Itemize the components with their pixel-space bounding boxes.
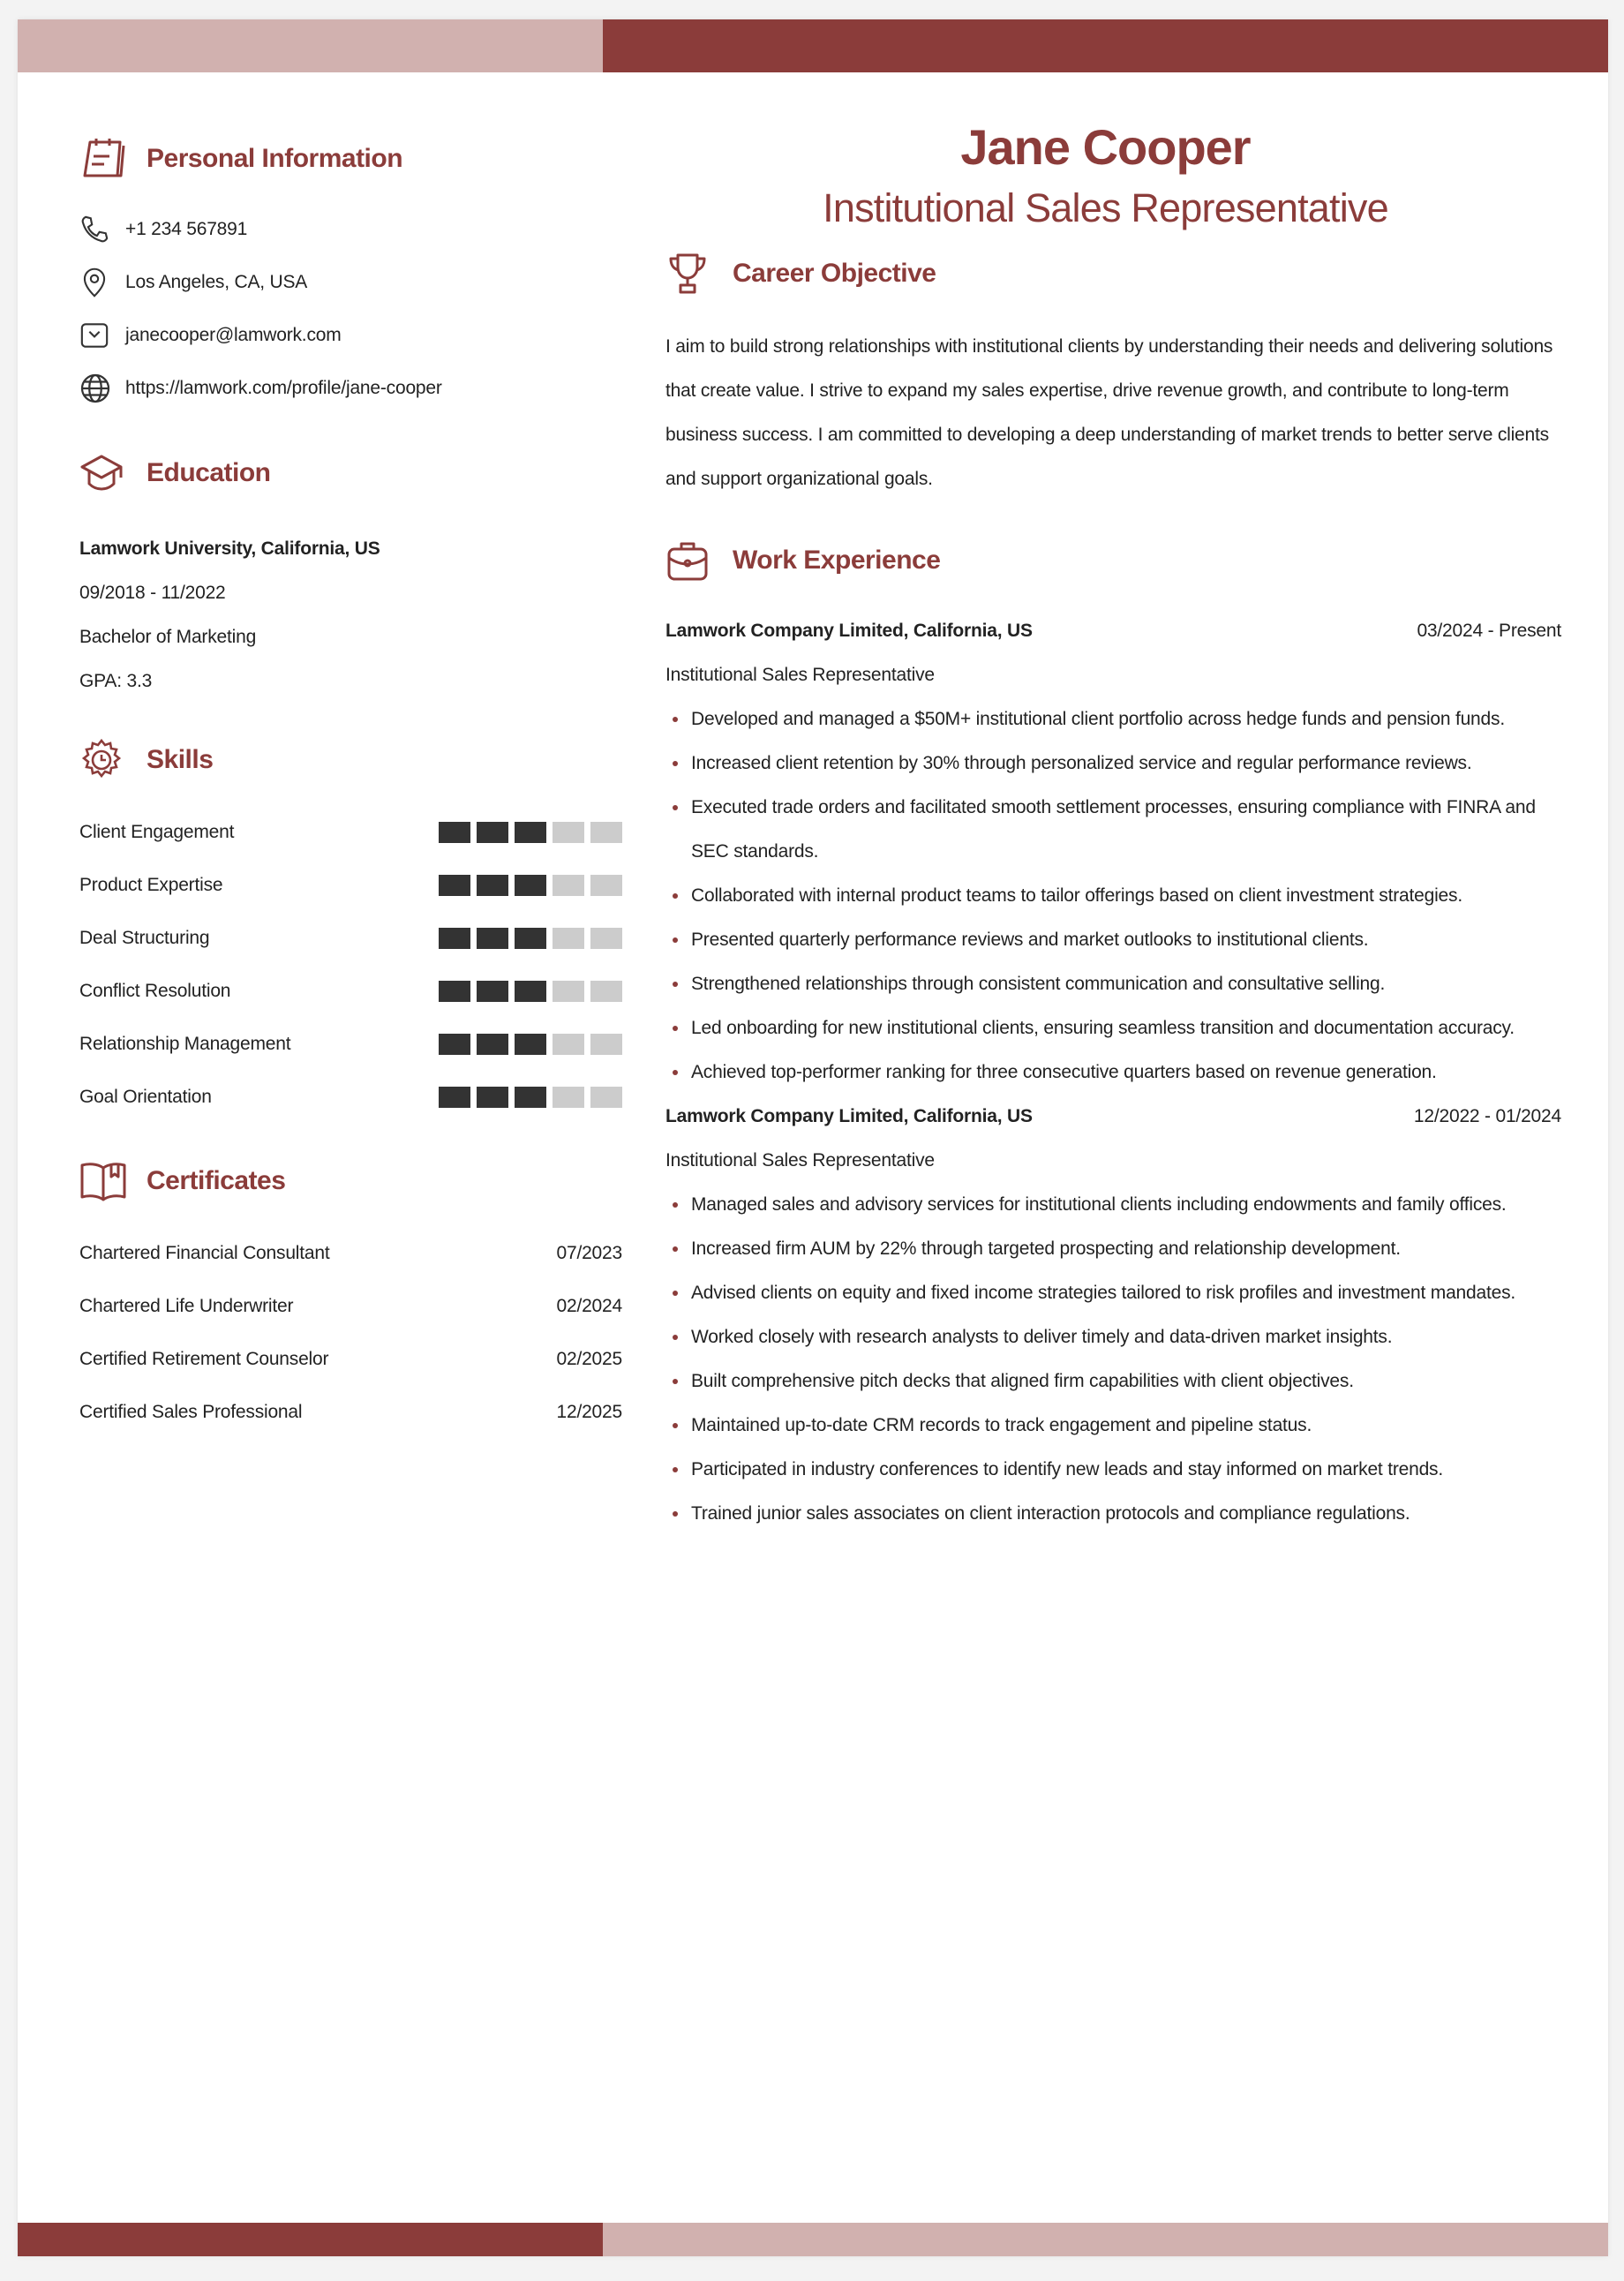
career-objective-section bbox=[665, 249, 1561, 501]
bottom-band-light bbox=[603, 2223, 1608, 2256]
skill-level-filled bbox=[477, 822, 508, 843]
job-bullet: Trained junior sales associates on client interaction protocols and compliance regulations. bbox=[665, 1492, 1561, 1536]
job-bullet: Strengthened relationships through consistent communication and consultative selling. bbox=[665, 962, 1561, 1006]
skill-level-filled bbox=[477, 928, 508, 949]
job-bullets bbox=[665, 1183, 1561, 1536]
job-bullet: Collaborated with internal product teams to tailor offerings based on client investment strategies. bbox=[665, 874, 1561, 918]
skill-row bbox=[79, 806, 622, 859]
section-header bbox=[79, 134, 622, 184]
certificate-date: 07/2023 bbox=[556, 1243, 622, 1263]
skill-level-meter bbox=[439, 822, 622, 843]
skill-level-empty bbox=[590, 981, 622, 1002]
section-title: Certificates bbox=[147, 1166, 286, 1195]
section-title: Career Objective bbox=[733, 259, 936, 288]
skill-level-meter bbox=[439, 1034, 622, 1055]
phone-value: +1 234 567891 bbox=[125, 219, 248, 239]
email-row bbox=[79, 309, 622, 362]
skill-level-empty bbox=[590, 928, 622, 949]
job-bullet: Built comprehensive pitch decks that aligned firm capabilities with client objectives. bbox=[665, 1359, 1561, 1404]
personal-information-section bbox=[79, 134, 622, 415]
skill-name: Relationship Management bbox=[79, 1034, 291, 1054]
gpa: GPA: 3.3 bbox=[79, 671, 153, 691]
candidate-title: Institutional Sales Representative bbox=[823, 185, 1388, 230]
school-name: Lamwork University, California, US bbox=[79, 538, 380, 559]
location-row bbox=[79, 256, 622, 309]
email-value[interactable]: janecooper@lamwork.com bbox=[125, 325, 342, 345]
job-bullet: Maintained up-to-date CRM records to track engagement and pipeline status. bbox=[665, 1404, 1561, 1448]
certificate-name: Certified Sales Professional bbox=[79, 1402, 303, 1422]
job-bullet: Managed sales and advisory services for institutional clients including endowments and family offices. bbox=[665, 1183, 1561, 1227]
section-header bbox=[665, 536, 1561, 585]
skill-level-empty bbox=[553, 1087, 584, 1108]
mail-icon bbox=[79, 321, 125, 350]
section-header bbox=[79, 735, 622, 785]
certificate-name: Certified Retirement Counselor bbox=[79, 1349, 329, 1369]
section-title: Education bbox=[147, 458, 271, 487]
education-dates: 09/2018 - 11/2022 bbox=[79, 583, 226, 603]
job-company: Lamwork Company Limited, California, US bbox=[665, 621, 1033, 641]
website-row bbox=[79, 362, 622, 415]
skill-level-empty bbox=[553, 875, 584, 896]
skill-level-filled bbox=[439, 822, 470, 843]
job-entry bbox=[665, 1095, 1561, 1536]
certificate-row bbox=[79, 1333, 622, 1386]
skill-level-filled bbox=[515, 928, 546, 949]
calendar-icon bbox=[79, 134, 129, 184]
job-bullets bbox=[665, 697, 1561, 1095]
open-book-icon bbox=[79, 1156, 129, 1206]
phone-icon bbox=[79, 215, 125, 245]
certificates-section bbox=[79, 1156, 622, 1439]
skill-level-filled bbox=[439, 1034, 470, 1055]
job-bullet: Executed trade orders and facilitated smooth settlement processes, ensuring compliance with FINRA and SEC standards. bbox=[665, 786, 1561, 874]
skill-name: Client Engagement bbox=[79, 822, 235, 842]
job-role: Institutional Sales Representative bbox=[665, 1150, 935, 1171]
skill-level-empty bbox=[553, 928, 584, 949]
job-bullet: Developed and managed a $50M+ institutional client portfolio across hedge funds and pension funds. bbox=[665, 697, 1561, 742]
skill-name: Conflict Resolution bbox=[79, 981, 231, 1001]
certificate-row bbox=[79, 1386, 622, 1439]
section-header bbox=[665, 249, 1561, 298]
section-title: Personal Information bbox=[147, 144, 403, 173]
skill-level-filled bbox=[515, 875, 546, 896]
skills-section bbox=[79, 735, 622, 1124]
briefcase-icon bbox=[665, 536, 715, 585]
job-bullet: Advised clients on equity and fixed income strategies tailored to risk profiles and investment mandates. bbox=[665, 1271, 1561, 1315]
job-company: Lamwork Company Limited, California, US bbox=[665, 1106, 1033, 1126]
skill-level-filled bbox=[477, 1034, 508, 1055]
skill-level-filled bbox=[439, 875, 470, 896]
certificate-name: Chartered Financial Consultant bbox=[79, 1243, 330, 1263]
skill-level-empty bbox=[590, 822, 622, 843]
skill-level-filled bbox=[515, 1034, 546, 1055]
job-role: Institutional Sales Representative bbox=[665, 665, 935, 685]
skill-level-filled bbox=[439, 981, 470, 1002]
certificate-date: 12/2025 bbox=[556, 1402, 622, 1422]
bottom-band-dark bbox=[18, 2223, 603, 2256]
skill-level-empty bbox=[590, 875, 622, 896]
certificate-date: 02/2024 bbox=[556, 1296, 622, 1316]
objective-text: I aim to build strong relationships with institutional clients by understanding their needs and delivering solutions that create value. I strive to expand my sales expertise, drive revenue growth, and contribute to long-term business success. I am committed to developing a deep understanding of market trends to better serve clients and support organizational goals. bbox=[665, 336, 1553, 489]
skill-name: Product Expertise bbox=[79, 875, 223, 895]
skill-level-filled bbox=[477, 981, 508, 1002]
skill-level-empty bbox=[590, 1034, 622, 1055]
section-header bbox=[79, 448, 622, 498]
skill-name: Goal Orientation bbox=[79, 1087, 212, 1107]
work-experience-section bbox=[665, 536, 1561, 1536]
skill-level-filled bbox=[477, 875, 508, 896]
skill-row bbox=[79, 859, 622, 912]
job-bullet: Increased client retention by 30% through personalized service and regular performance reviews. bbox=[665, 742, 1561, 786]
skill-level-meter bbox=[439, 1087, 622, 1108]
location-pin-icon bbox=[79, 267, 125, 298]
gear-clock-icon bbox=[79, 735, 129, 785]
skill-row bbox=[79, 912, 622, 965]
skill-level-filled bbox=[477, 1087, 508, 1108]
website-link[interactable]: https://lamwork.com/profile/jane-cooper bbox=[125, 378, 442, 398]
degree: Bachelor of Marketing bbox=[79, 627, 257, 647]
skill-level-filled bbox=[439, 928, 470, 949]
job-bullet: Presented quarterly performance reviews and market outlooks to institutional clients. bbox=[665, 918, 1561, 962]
education-section bbox=[79, 448, 622, 704]
top-band-dark bbox=[603, 19, 1608, 72]
resume-page bbox=[18, 19, 1608, 2256]
job-dates: 03/2024 - Present bbox=[1417, 621, 1561, 641]
section-header bbox=[79, 1156, 622, 1206]
skill-level-meter bbox=[439, 928, 622, 949]
certificate-row bbox=[79, 1227, 622, 1280]
skill-name: Deal Structuring bbox=[79, 928, 210, 948]
job-entry bbox=[665, 609, 1561, 1095]
candidate-name: Jane Cooper bbox=[960, 119, 1251, 175]
job-bullet: Participated in industry conferences to identify new leads and stay informed on market trends. bbox=[665, 1448, 1561, 1492]
job-bullet: Increased firm AUM by 22% through targeted prospecting and relationship development. bbox=[665, 1227, 1561, 1271]
skill-level-filled bbox=[515, 822, 546, 843]
top-band-light bbox=[18, 19, 603, 72]
skill-level-filled bbox=[439, 1087, 470, 1108]
graduation-cap-icon bbox=[79, 448, 129, 498]
skill-level-empty bbox=[553, 981, 584, 1002]
phone-row bbox=[79, 203, 622, 256]
skill-row bbox=[79, 965, 622, 1018]
certificate-name: Chartered Life Underwriter bbox=[79, 1296, 294, 1316]
job-bullet: Worked closely with research analysts to deliver timely and data-driven market insights. bbox=[665, 1315, 1561, 1359]
skill-level-empty bbox=[553, 822, 584, 843]
skill-row bbox=[79, 1071, 622, 1124]
skill-level-empty bbox=[553, 1034, 584, 1055]
skill-level-filled bbox=[515, 981, 546, 1002]
skill-level-filled bbox=[515, 1087, 546, 1108]
skill-level-meter bbox=[439, 875, 622, 896]
skill-row bbox=[79, 1018, 622, 1071]
section-title: Skills bbox=[147, 745, 214, 774]
trophy-icon bbox=[665, 249, 715, 298]
job-bullet: Led onboarding for new institutional clients, ensuring seamless transition and documentation accuracy. bbox=[665, 1006, 1561, 1050]
skill-level-meter bbox=[439, 981, 622, 1002]
certificate-row bbox=[79, 1280, 622, 1333]
job-bullet: Achieved top-performer ranking for three consecutive quarters based on revenue generation. bbox=[665, 1050, 1561, 1095]
job-dates: 12/2022 - 01/2024 bbox=[1413, 1106, 1561, 1126]
section-title: Work Experience bbox=[733, 546, 941, 575]
globe-icon bbox=[79, 373, 125, 404]
location-value: Los Angeles, CA, USA bbox=[125, 272, 308, 292]
skill-level-empty bbox=[590, 1087, 622, 1108]
certificate-date: 02/2025 bbox=[556, 1349, 622, 1369]
